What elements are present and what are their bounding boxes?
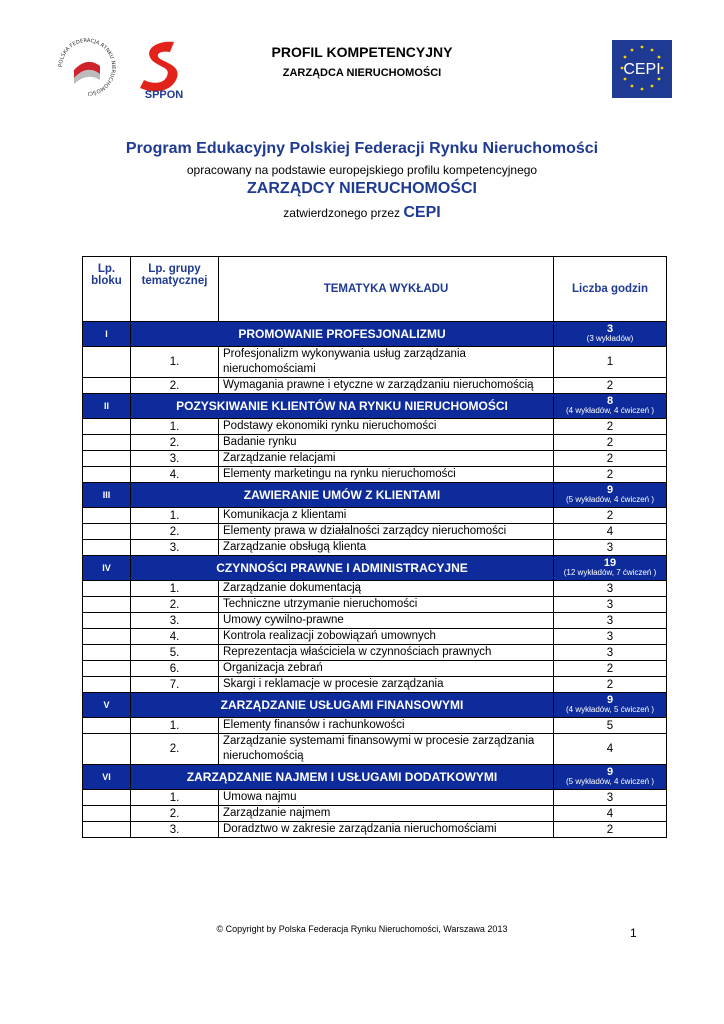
block-cell — [83, 806, 131, 822]
section-row — [83, 322, 667, 347]
topic-number: 3. — [131, 451, 219, 467]
sppon-logo-text: SPPON — [144, 89, 184, 100]
block-cell — [83, 661, 131, 677]
section-hours — [554, 556, 667, 581]
block-cell — [83, 435, 131, 451]
section-hours-detail: (5 wykładów, 4 ćwiczeń ) — [565, 495, 655, 504]
topic-title: Podstawy ekonomiki rynku nieruchomości — [219, 419, 554, 435]
topic-row — [83, 419, 667, 435]
topic-number: 4. — [131, 629, 219, 645]
topic-row — [83, 806, 667, 822]
topic-title: Zarządzanie relacjami — [219, 451, 554, 467]
section-hours — [554, 394, 667, 419]
section-number: VI — [83, 765, 131, 790]
section-hours — [554, 483, 667, 508]
section-hours-total: 3 — [606, 323, 614, 335]
approver-name: CEPI — [403, 204, 441, 221]
topic-row — [83, 661, 667, 677]
topic-number: 2. — [131, 806, 219, 822]
topic-number: 3. — [131, 613, 219, 629]
block-cell — [83, 451, 131, 467]
topic-number: 6. — [131, 661, 219, 677]
topic-row — [83, 467, 667, 483]
topic-row — [83, 790, 667, 806]
section-title: ZARZĄDZANIE NAJMEM I USŁUGAMI DODATKOWYMI — [131, 765, 554, 790]
topic-hours: 2 — [554, 451, 667, 467]
topic-row — [83, 597, 667, 613]
topic-title: Elementy finansów i rachunkowości — [219, 718, 554, 734]
doc-subtitle: ZARZĄDCA NIERUCHOMOŚCI — [282, 67, 442, 79]
topic-hours: 2 — [554, 822, 667, 838]
pfrn-logo-text: POLSKA FEDERACJA RYNKU NIERUCHOMOŚCI — [57, 37, 117, 97]
topic-title: Profesjonalizm wykonywania usług zarządzania nieruchomościami — [219, 347, 554, 378]
topic-row — [83, 540, 667, 556]
topic-number: 3. — [131, 540, 219, 556]
block-cell — [83, 419, 131, 435]
block-cell — [83, 508, 131, 524]
topic-number: 2. — [131, 524, 219, 540]
section-number: I — [83, 322, 131, 347]
section-row — [83, 693, 667, 718]
topic-title: Umowa najmu — [219, 790, 554, 806]
section-title: ZARZĄDZANIE USŁUGAMI FINANSOWYMI — [131, 693, 554, 718]
topic-row — [83, 677, 667, 693]
topic-hours: 2 — [554, 677, 667, 693]
page-number: 1 — [630, 926, 637, 940]
topic-row — [83, 645, 667, 661]
topic-number: 7. — [131, 677, 219, 693]
block-cell — [83, 718, 131, 734]
topic-hours: 4 — [554, 734, 667, 765]
section-hours-detail: (4 wykładów, 5 ćwiczeń ) — [565, 705, 655, 714]
topic-hours: 2 — [554, 661, 667, 677]
topic-number: 4. — [131, 467, 219, 483]
topic-hours: 2 — [554, 419, 667, 435]
topic-row — [83, 822, 667, 838]
topic-row — [83, 718, 667, 734]
block-cell — [83, 734, 131, 765]
topic-title: Zarządzanie dokumentacją — [219, 581, 554, 597]
section-row — [83, 483, 667, 508]
block-cell — [83, 645, 131, 661]
section-hours-total: 9 — [606, 766, 614, 778]
section-number: II — [83, 394, 131, 419]
topic-number: 1. — [131, 790, 219, 806]
section-hours-detail: (12 wykładów, 7 ćwiczeń ) — [563, 568, 657, 577]
topic-number: 2. — [131, 435, 219, 451]
section-hours-total: 19 — [603, 557, 617, 569]
approved-by-label: zatwierdzonego przez — [283, 206, 401, 220]
topic-hours: 3 — [554, 581, 667, 597]
topic-title: Elementy marketingu na rynku nieruchomości — [219, 467, 554, 483]
topic-title: Komunikacja z klientami — [219, 508, 554, 524]
topic-number: 2. — [131, 378, 219, 394]
block-cell — [83, 677, 131, 693]
topic-row — [83, 435, 667, 451]
topic-title: Skargi i reklamacje w procesie zarządzania — [219, 677, 554, 693]
section-title: PROMOWANIE PROFESJONALIZMU — [131, 322, 554, 347]
col-header-block: Lp. bloku — [83, 257, 131, 322]
topic-row — [83, 734, 667, 765]
topic-hours: 2 — [554, 435, 667, 451]
topic-hours: 2 — [554, 467, 667, 483]
block-cell — [83, 613, 131, 629]
section-number: V — [83, 693, 131, 718]
topic-number: 3. — [131, 822, 219, 838]
topic-title: Doradztwo w zakresie zarządzania nieruchomościami — [219, 822, 554, 838]
block-cell — [83, 467, 131, 483]
section-hours-total: 8 — [606, 395, 614, 407]
topic-hours: 3 — [554, 629, 667, 645]
topic-row — [83, 508, 667, 524]
topic-title: Techniczne utrzymanie nieruchomości — [219, 597, 554, 613]
topic-row — [83, 378, 667, 394]
topic-title: Organizacja zebrań — [219, 661, 554, 677]
col-header-group: Lp. grupy tematycznej — [131, 257, 219, 322]
topic-hours: 3 — [554, 540, 667, 556]
topic-row — [83, 613, 667, 629]
section-hours-detail: (3 wykładów) — [586, 334, 634, 343]
topic-hours: 3 — [554, 790, 667, 806]
topic-hours: 2 — [554, 378, 667, 394]
block-cell — [83, 581, 131, 597]
topic-number: 5. — [131, 645, 219, 661]
topic-row — [83, 347, 667, 378]
block-cell — [83, 540, 131, 556]
block-cell — [83, 524, 131, 540]
topic-hours: 3 — [554, 645, 667, 661]
topic-title: Wymagania prawne i etyczne w zarządzaniu nieruchomością — [219, 378, 554, 394]
topic-hours: 3 — [554, 597, 667, 613]
section-row — [83, 556, 667, 581]
topic-title: Kontrola realizacji zobowiązań umownych — [219, 629, 554, 645]
section-hours-total: 9 — [606, 484, 614, 496]
topic-title: Elementy prawa w działalności zarządcy nieruchomości — [219, 524, 554, 540]
col-header-hours: Liczba godzin — [554, 257, 667, 322]
section-row — [83, 394, 667, 419]
cepi-logo-text: CEPI — [623, 61, 661, 78]
topic-row — [83, 451, 667, 467]
section-title: ZAWIERANIE UMÓW Z KLIENTAMI — [131, 483, 554, 508]
approved-by — [0, 204, 724, 222]
topic-hours: 1 — [554, 347, 667, 378]
section-hours-detail: (5 wykładów, 4 ćwiczeń ) — [565, 777, 655, 786]
topic-title: Zarządzanie obsługą klienta — [219, 540, 554, 556]
topic-hours: 3 — [554, 613, 667, 629]
topic-number: 1. — [131, 718, 219, 734]
topic-hours: 4 — [554, 806, 667, 822]
topic-title: Badanie rynku — [219, 435, 554, 451]
topic-number: 1. — [131, 581, 219, 597]
doc-title: PROFIL KOMPETENCYJNY — [271, 44, 453, 60]
topic-number: 2. — [131, 734, 219, 765]
block-cell — [83, 347, 131, 378]
topic-title: Zarządzanie najmem — [219, 806, 554, 822]
block-cell — [83, 378, 131, 394]
block-cell — [83, 629, 131, 645]
topic-title: Reprezentacja właściciela w czynnościach prawnych — [219, 645, 554, 661]
topic-number: 1. — [131, 508, 219, 524]
copyright: © Copyright by Polska Federacja Rynku Nieruchomości, Warszawa 2013 — [216, 924, 508, 934]
topic-title: Zarządzanie systemami finansowymi w procesie zarządzania nieruchomością — [219, 734, 554, 765]
section-hours — [554, 765, 667, 790]
topic-hours: 2 — [554, 508, 667, 524]
col-header-topic: TEMATYKA WYKŁADU — [219, 257, 554, 322]
section-hours-detail: (4 wykładów, 4 ćwiczeń ) — [565, 406, 655, 415]
topic-hours: 5 — [554, 718, 667, 734]
program-title: Program Edukacyjny Polskiej Federacji Rynku Nieruchomości — [125, 140, 599, 157]
block-cell — [83, 822, 131, 838]
section-number: IV — [83, 556, 131, 581]
topic-row — [83, 581, 667, 597]
block-cell — [83, 790, 131, 806]
topic-number: 1. — [131, 419, 219, 435]
block-cell — [83, 597, 131, 613]
section-title: CZYNNOŚCI PRAWNE I ADMINISTRACYJNE — [131, 556, 554, 581]
topic-number: 1. — [131, 347, 219, 378]
based-on-text: opracowany na podstawie europejskiego profilu kompetencyjnego — [186, 163, 538, 177]
section-number: III — [83, 483, 131, 508]
topic-row — [83, 524, 667, 540]
section-hours — [554, 693, 667, 718]
section-row — [83, 765, 667, 790]
section-title: POZYSKIWANIE KLIENTÓW NA RYNKU NIERUCHOMOŚCI — [131, 394, 554, 419]
section-hours — [554, 322, 667, 347]
section-hours-total: 9 — [606, 694, 614, 706]
topic-number: 2. — [131, 597, 219, 613]
curriculum-table — [82, 256, 667, 838]
topic-hours: 4 — [554, 524, 667, 540]
topic-row — [83, 629, 667, 645]
profile-name: ZARZĄDCY NIERUCHOMOŚCI — [247, 180, 477, 197]
topic-title: Umowy cywilno-prawne — [219, 613, 554, 629]
